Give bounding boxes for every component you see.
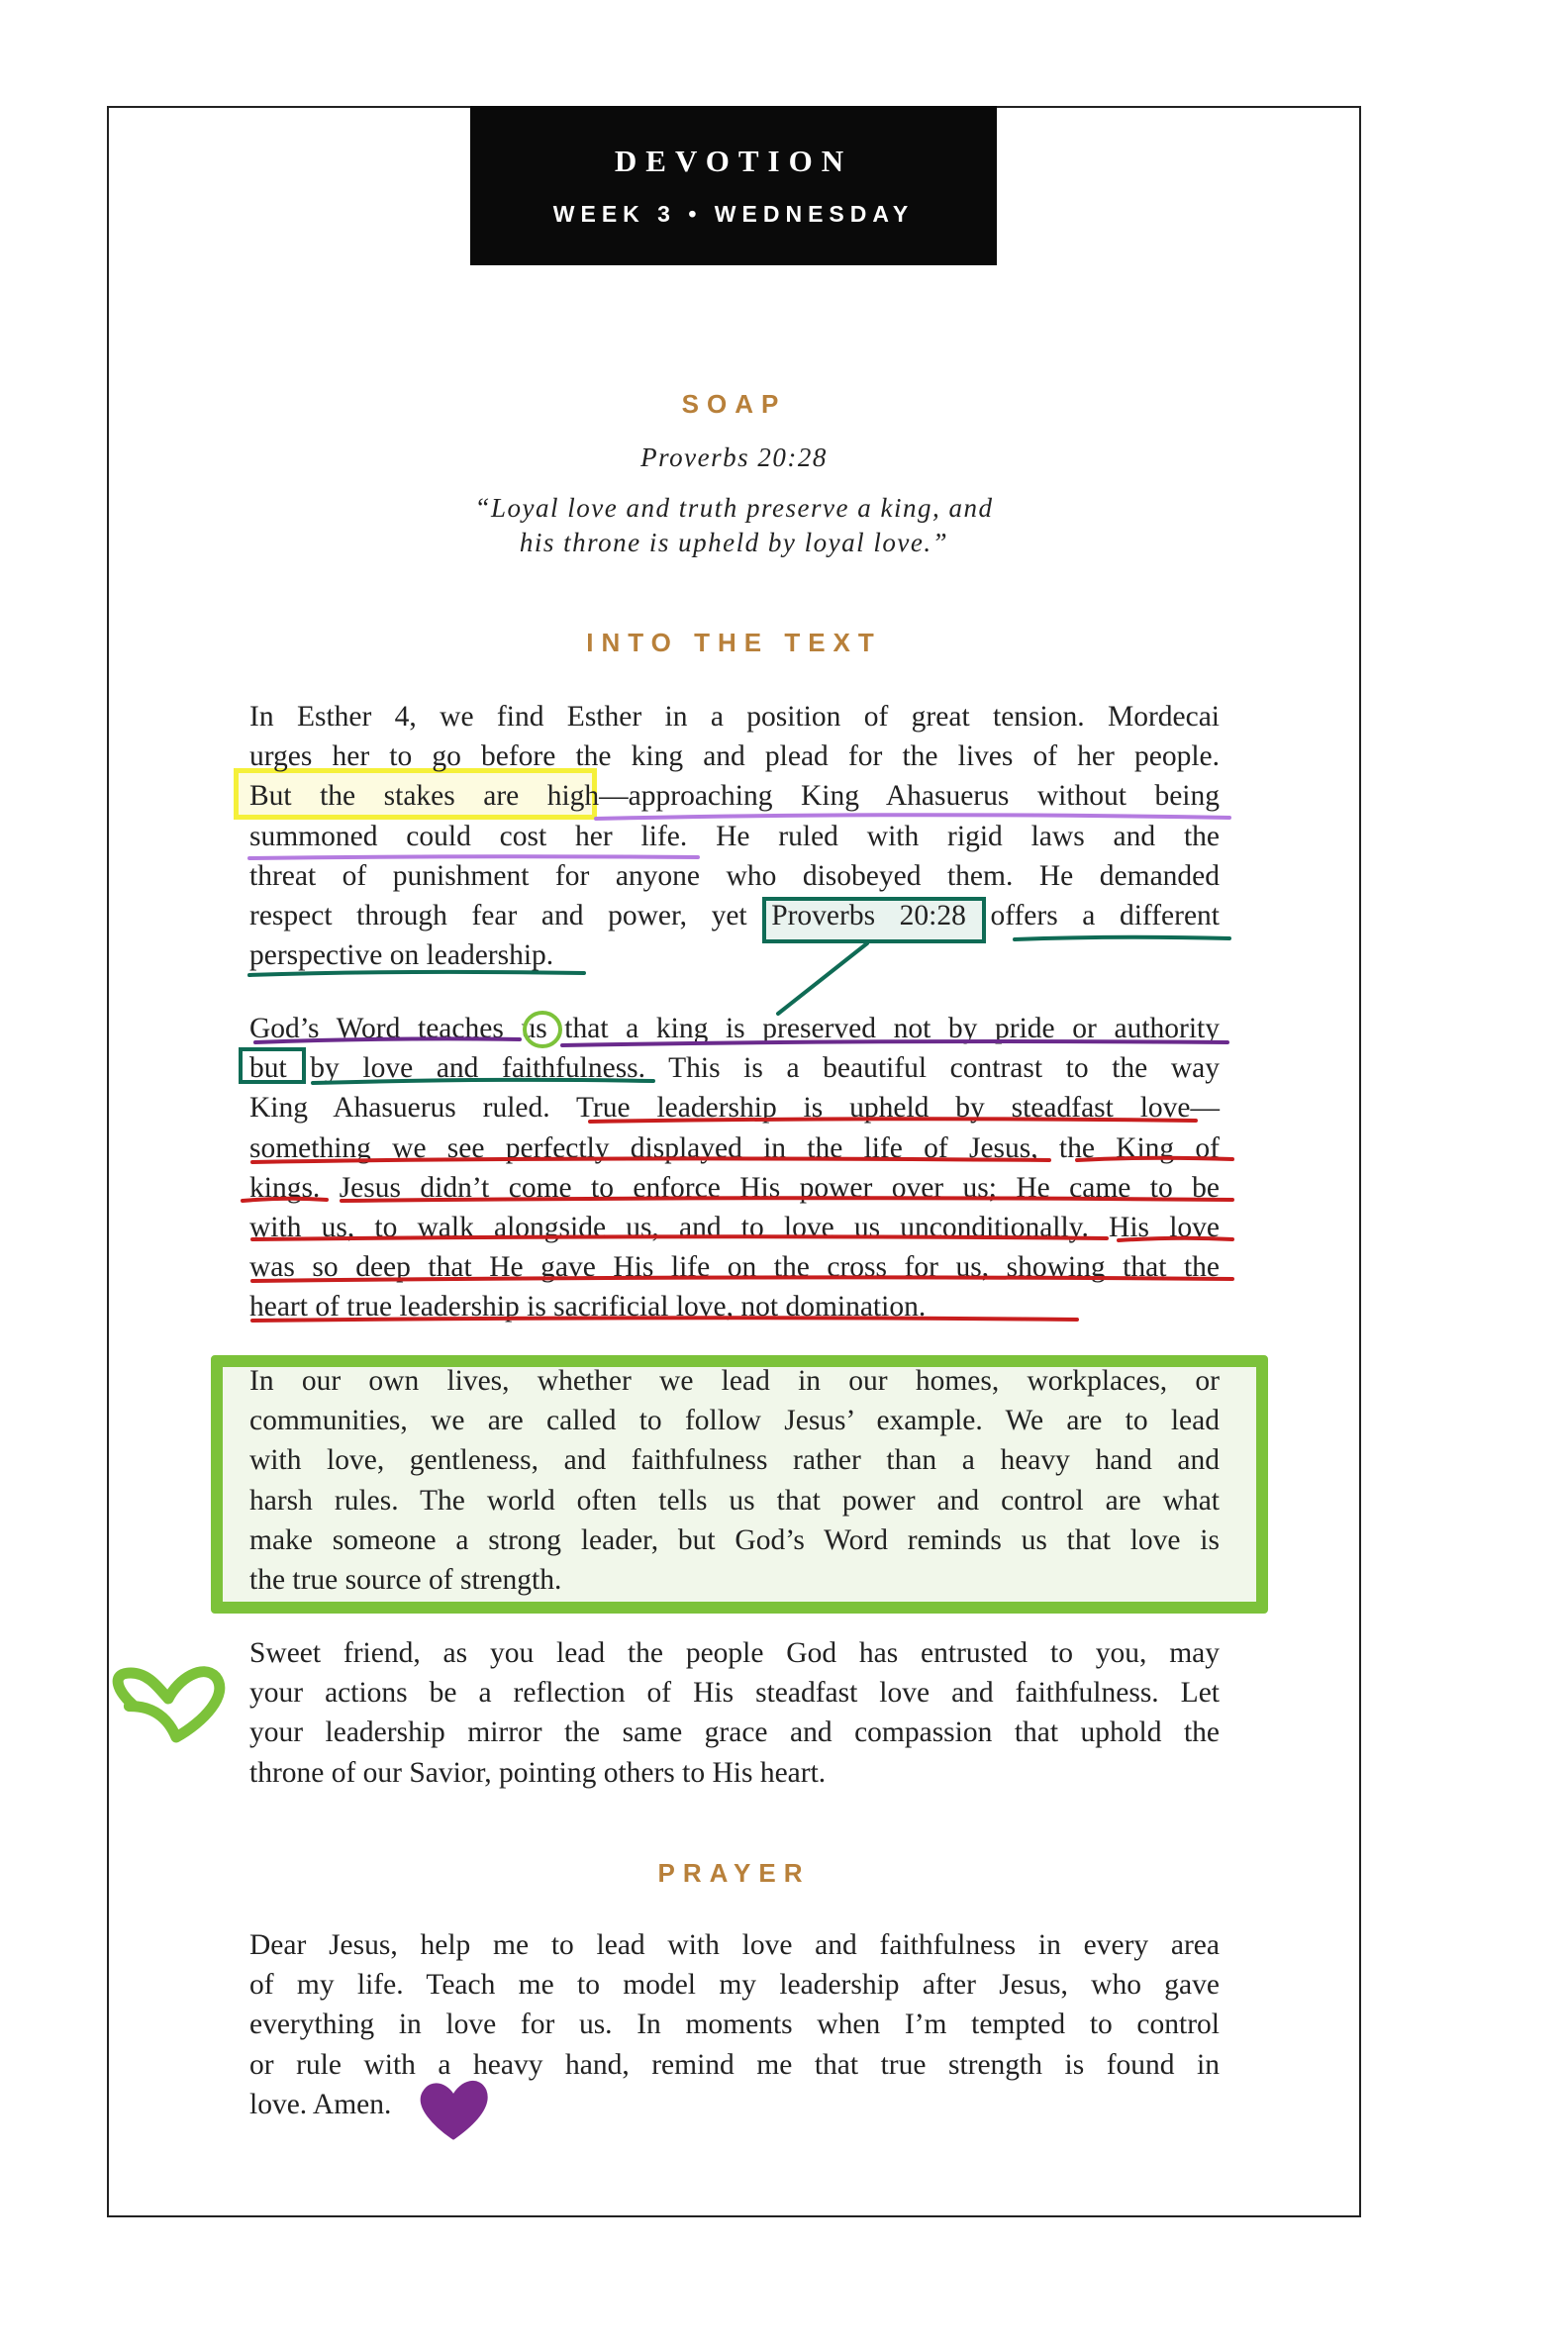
text-line: with us, to walk alongside us, and to love us unconditionally. His love [249, 1212, 1220, 1244]
text-line: your actions be a reflection of His steadfast love and faithfulness. Let [249, 1677, 1220, 1710]
prayer-heading: PRAYER [657, 1858, 811, 1888]
text-line: But the stakes are high—approaching King Ahasuerus without being [249, 780, 1220, 813]
soap-heading: SOAP [681, 389, 787, 419]
text-line: In our own lives, whether we lead in our homes, workplaces, or [249, 1365, 1220, 1397]
text-line: harsh rules. The world often tells us that power and control are what [249, 1484, 1220, 1517]
header-title: DEVOTION [614, 144, 853, 178]
text-line: God’s Word teaches us that a king is preserved not by pride or authority [249, 1013, 1220, 1044]
text-line: of my life. Teach me to model my leadership after Jesus, who gave [249, 1969, 1220, 2002]
verse-line: his throne is upheld by loyal love.” [519, 528, 949, 557]
text-line: was so deep that He gave His life on the cross for us, showing that the [249, 1251, 1220, 1284]
text-line: summoned could cost her life. He ruled with rigid laws and the [249, 820, 1220, 852]
devotion-header [470, 106, 997, 265]
text-line: respect through fear and power, yet Proverbs 20:28 offers a different [249, 900, 1220, 932]
text-line: urges her to go before the king and plead for the lives of her people. [249, 740, 1220, 773]
verse-line: “Loyal love and truth preserve a king, and [474, 493, 994, 523]
text-line: threat of punishment for anyone who disobeyed them. He demanded [249, 859, 1220, 892]
text-line: Dear Jesus, help me to lead with love and faithfulness in every area [249, 1929, 1220, 1961]
text-line: heart of true leadership is sacrificial love, not domination. [249, 1291, 927, 1323]
text-line: but by love and faithfulness. This is a beautiful contrast to the way [249, 1052, 1220, 1085]
text-line: or rule with a heavy hand, remind me that true strength is found in [249, 2048, 1220, 2081]
text-line: kings. Jesus didn’t come to enforce His power over us; He came to be [249, 1171, 1220, 1204]
text-line: King Ahasuerus ruled. True leadership is upheld by steadfast love— [249, 1092, 1220, 1125]
text-line: communities, we are called to follow Jesus’ example. We are to lead [249, 1405, 1220, 1437]
prayer-paragraph [249, 1925, 1220, 2124]
text-line: make someone a strong leader, but God’s Word reminds us that love is [249, 1523, 1220, 1556]
text-line: with love, gentleness, and faithfulness rather than a heavy hand and [249, 1444, 1220, 1477]
text-line: Sweet friend, as you lead the people God has entrusted to you, may [249, 1637, 1220, 1669]
text-line: everything in love for us. In moments when I’m tempted to control [249, 2009, 1220, 2041]
text-line: the true source of strength. [249, 1564, 562, 1597]
header-subtitle: WEEK 3 • WEDNESDAY [552, 201, 915, 227]
scripture-verse [107, 491, 1361, 560]
text-line: love. Amen. [249, 2088, 392, 2120]
text-line: your leadership mirror the same grace and compassion that uphold the [249, 1716, 1220, 1749]
text-line: throne of our Savior, pointing others to His heart. [249, 1756, 827, 1789]
paragraph-3 [249, 1361, 1220, 1600]
text-line: perspective on leadership. [249, 939, 554, 972]
scripture-reference: Proverbs 20:28 [640, 442, 828, 472]
paragraph-1 [249, 697, 1220, 975]
paragraph-4 [249, 1633, 1220, 1793]
text-line: In Esther 4, we find Esther in a position of great tension. Mordecai [249, 701, 1220, 733]
paragraph-2 [249, 1009, 1220, 1327]
into-the-text-heading: INTO THE TEXT [586, 628, 882, 657]
text-line: something we see perfectly displayed in the life of Jesus, the King of [249, 1131, 1220, 1164]
